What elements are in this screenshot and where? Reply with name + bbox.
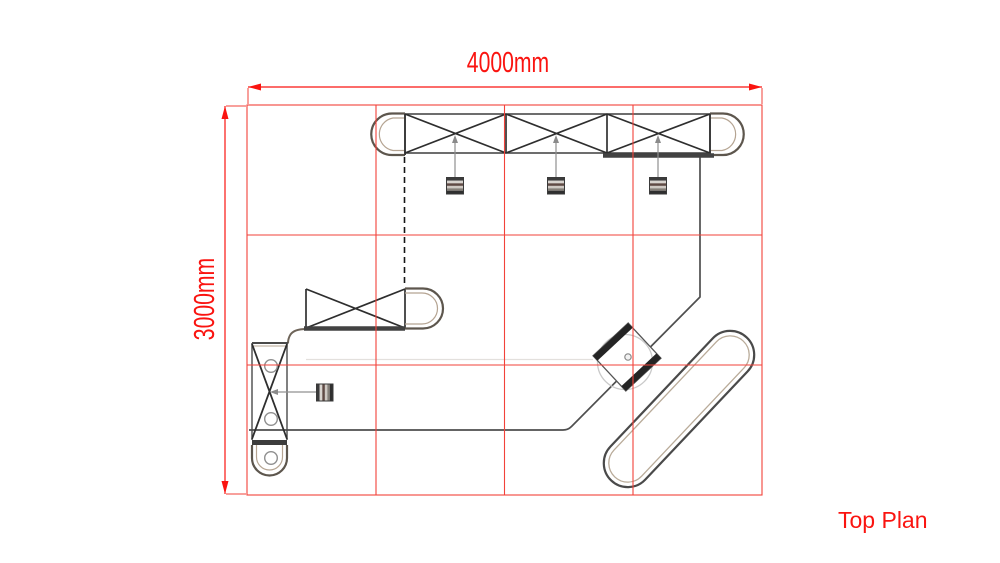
plan-title: Top Plan <box>838 507 928 533</box>
dimension-line-horizontal <box>248 84 762 105</box>
square-kiosk <box>593 323 661 391</box>
truss-connector-curve <box>288 329 306 344</box>
tower-port-hole <box>265 413 278 426</box>
side-spotlight <box>270 384 333 401</box>
spotlight-icon <box>317 384 334 401</box>
mid-truss-counter <box>304 289 443 329</box>
dim-arrow-left <box>248 84 261 91</box>
dimension-line-vertical <box>222 106 247 494</box>
width-dimension-label: 4000mm <box>466 47 550 79</box>
back-truss-wall <box>371 114 744 156</box>
spotlight-icon <box>447 178 464 195</box>
tower-port-hole <box>265 452 278 465</box>
kiosk-center-knob <box>625 354 631 360</box>
dim-arrow-down <box>222 481 229 494</box>
spotlight-icon <box>548 178 565 195</box>
dim-arrow-right <box>749 84 762 91</box>
height-dimension-label: 3000mm <box>189 257 221 341</box>
tower-port-hole <box>265 360 278 373</box>
side-truss-tower <box>252 343 288 476</box>
spotlight-icon <box>650 178 667 195</box>
dim-arrow-up <box>222 106 229 119</box>
